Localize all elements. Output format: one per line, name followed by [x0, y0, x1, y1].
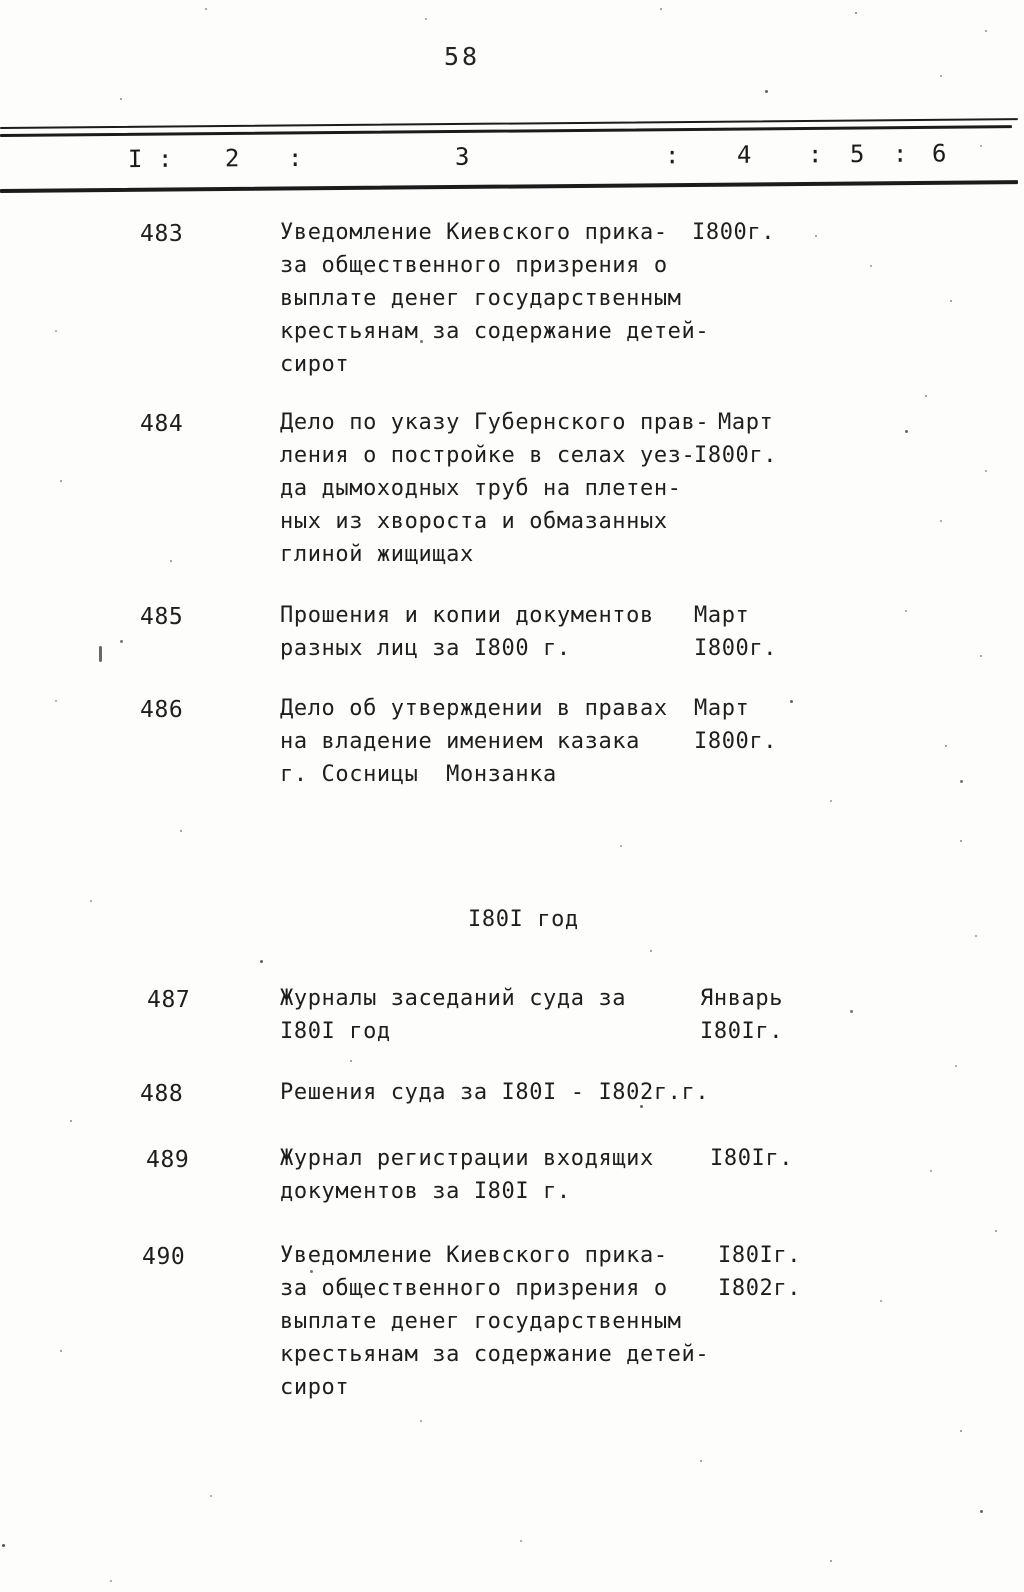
entry-description — [280, 696, 1024, 795]
entry-line — [280, 319, 1024, 352]
entry-line — [280, 986, 1024, 1019]
entry-line — [280, 220, 1024, 253]
entry-text: Уведомление Киевского прика- — [280, 1243, 668, 1268]
entry-text: Прошения и копии документов — [280, 603, 654, 628]
entry-line — [280, 509, 1024, 542]
entry-text: I80I год — [280, 1019, 391, 1044]
entry-date: I800г. — [694, 729, 778, 754]
entry-490 — [0, 1243, 1024, 1408]
entry-line — [280, 352, 1024, 385]
column-label-3: 3 — [454, 142, 470, 171]
entry-date: Январь — [700, 986, 784, 1011]
entry-description — [280, 603, 1024, 669]
entry-date: I80Iг. — [700, 1019, 784, 1044]
entry-date: Март — [694, 603, 750, 628]
entry-text: Решения суда за I80I - I802г.г. — [280, 1080, 710, 1105]
entry-text: да дымоходных труб на плетен- — [280, 476, 682, 501]
entry-line — [280, 286, 1024, 319]
entry-487 — [0, 986, 1024, 1052]
entry-text: выплате денег государственным — [280, 286, 682, 311]
entry-text: ных из хвороста и обмазанных — [280, 509, 668, 534]
column-separator: : — [157, 144, 173, 173]
entry-text: ления о постройке в селах уез- — [280, 443, 696, 468]
entry-line — [280, 1146, 1024, 1179]
entry-date: I80Iг. — [718, 1243, 802, 1268]
entry-483 — [0, 220, 1024, 385]
column-separator: : — [287, 143, 303, 172]
entry-number: 487 — [147, 987, 191, 1013]
entry-line — [280, 1179, 1024, 1212]
entry-text: выплате денег государственным — [280, 1309, 682, 1334]
entry-line — [280, 696, 1024, 729]
entry-line — [280, 1276, 1024, 1309]
entry-date: I800г. — [692, 220, 776, 245]
entry-line — [280, 603, 1024, 636]
entry-488 — [0, 1080, 1024, 1113]
entry-description — [280, 986, 1024, 1052]
entry-line — [280, 729, 1024, 762]
entry-line — [280, 1342, 1024, 1375]
entry-line — [280, 762, 1024, 795]
column-separator: : — [807, 140, 823, 169]
entry-485 — [0, 603, 1024, 669]
entry-text: сирот — [280, 1375, 350, 1400]
entry-description — [280, 1080, 1024, 1113]
entry-text: глиной жищищах — [280, 542, 474, 567]
column-label-4: 4 — [736, 140, 752, 169]
entry-number: 490 — [142, 1244, 186, 1270]
entry-text: за общественного призрения о — [280, 253, 668, 278]
page-number: 58 — [444, 42, 481, 71]
column-separator: : — [664, 141, 680, 170]
entry-date: I800г. — [694, 443, 778, 468]
entry-line — [280, 476, 1024, 509]
entry-484 — [0, 410, 1024, 575]
column-label-2: 2 — [224, 144, 240, 173]
entry-text: сирот — [280, 352, 350, 377]
entry-line — [280, 1375, 1024, 1408]
entry-line — [280, 542, 1024, 575]
entry-date: Март — [694, 696, 750, 721]
entry-text: г. Сосницы Монзанка — [280, 762, 557, 787]
entry-date: I802г. — [718, 1276, 802, 1301]
entry-489 — [0, 1146, 1024, 1212]
entry-number: 488 — [140, 1081, 184, 1107]
entry-number: 486 — [140, 697, 184, 723]
entry-line — [280, 1019, 1024, 1052]
entry-line — [280, 1243, 1024, 1276]
entry-text: крестьянам за содержание детей- — [280, 319, 710, 344]
entry-text: Журнал регистрации входящих — [280, 1146, 654, 1171]
entry-line — [280, 410, 1024, 443]
entry-text: разных лиц за I800 г. — [280, 636, 571, 661]
entry-text: Дело об утверждении в правах — [280, 696, 668, 721]
entry-line — [280, 1080, 1024, 1113]
entry-line — [280, 1309, 1024, 1342]
entry-line — [280, 253, 1024, 286]
entry-description — [280, 1146, 1024, 1212]
entry-date: Март — [718, 410, 774, 435]
entry-text: Уведомление Киевского прика- — [280, 220, 668, 245]
column-label-1: I — [127, 145, 143, 174]
entry-text: документов за I80I г. — [280, 1179, 571, 1204]
section-heading-1801: I80I год — [468, 907, 579, 932]
column-label-5: 5 — [849, 139, 865, 169]
entry-number: 489 — [146, 1147, 190, 1173]
entry-486 — [0, 696, 1024, 795]
entry-number: 485 — [140, 604, 184, 630]
entry-text: крестьянам за содержание детей- — [280, 1342, 710, 1367]
entry-number: 483 — [140, 221, 184, 247]
entry-line — [280, 443, 1024, 476]
column-label-6: 6 — [931, 139, 947, 168]
entry-text: Дело по указу Губернского прав- — [280, 410, 710, 435]
entry-text: Журналы заседаний суда за — [280, 986, 627, 1011]
entry-description — [280, 1243, 1024, 1408]
entry-line — [280, 636, 1024, 669]
entry-number: 484 — [140, 411, 184, 437]
column-separator: : — [892, 139, 908, 168]
entry-description — [280, 410, 1024, 575]
entry-text: на владение имением казака — [280, 729, 640, 754]
entry-date: I80Iг. — [710, 1146, 794, 1171]
entry-date: I800г. — [694, 636, 778, 661]
entry-text: за общественного призрения о — [280, 1276, 668, 1301]
entry-description — [280, 220, 1024, 385]
